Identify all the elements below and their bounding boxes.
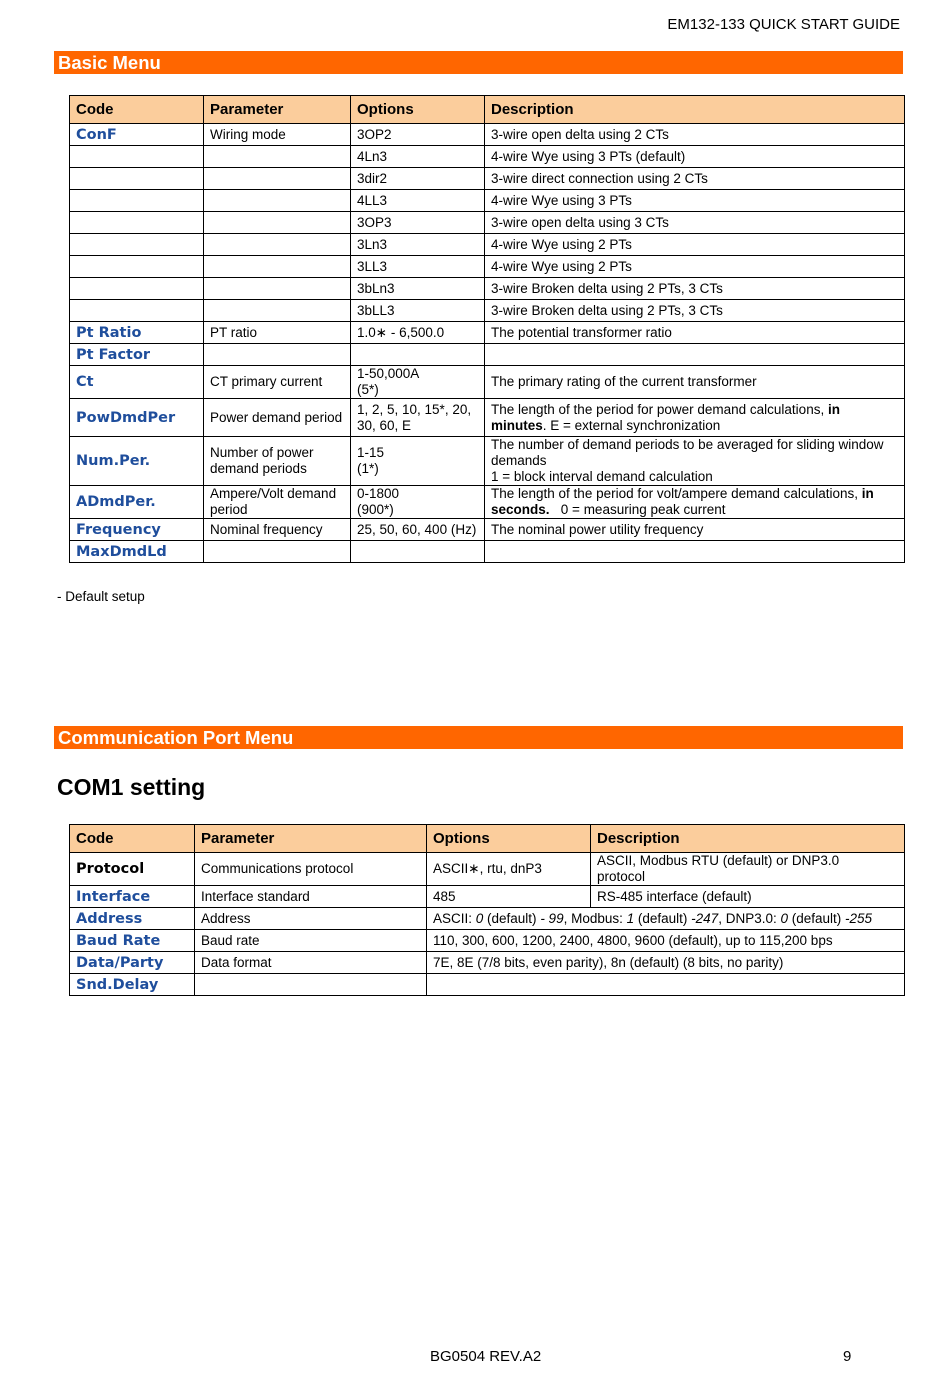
options-cell: [351, 437, 485, 486]
description-text: 0 = measuring peak current: [560, 502, 726, 517]
table-row: [70, 541, 905, 563]
options-cell: 4LL3: [351, 190, 485, 212]
parameter-cell: Data format: [195, 952, 427, 974]
options-cell: 3OP3: [351, 212, 485, 234]
parameter-cell: [204, 168, 351, 190]
options-text: 0: [475, 910, 484, 926]
parameter-cell: Communications protocol: [195, 853, 427, 886]
table-row: [70, 853, 905, 886]
options-cell: 7E, 8E (7/8 bits, even parity), 8n (default) (8 bits, no parity): [427, 952, 905, 974]
table-row: [70, 124, 905, 146]
description-text: The length of the period for power demand calculations,: [491, 401, 828, 417]
parameter-line: Number of power: [210, 445, 314, 460]
options-cell: [351, 541, 485, 563]
options-cell: 4Ln3: [351, 146, 485, 168]
table-row: [70, 486, 905, 519]
table-row: [70, 886, 905, 908]
options-cell: [351, 486, 485, 519]
column-header-description: Description: [591, 825, 905, 853]
parameter-cell: [204, 190, 351, 212]
parameter-cell: [204, 437, 351, 486]
code-cell: [70, 256, 204, 278]
parameter-cell: CT primary current: [204, 366, 351, 399]
code-cell: [70, 278, 204, 300]
description-cell: 3-wire Broken delta using 2 PTs, 3 CTs: [485, 278, 905, 300]
description-text: . E = external synchronization: [542, 417, 721, 433]
code-cell: Baud Rate: [70, 930, 195, 952]
code-cell: [70, 190, 204, 212]
options-text: (default): [787, 910, 846, 926]
parameter-cell: Interface standard: [195, 886, 427, 908]
options-line: 30, 60, E: [357, 417, 412, 433]
table-row: [70, 519, 905, 541]
options-text: -255: [845, 910, 873, 926]
column-header-code: Code: [70, 825, 195, 853]
table-row: [70, 168, 905, 190]
description-line: The number of demand periods to be averaged for sliding window: [491, 437, 884, 452]
column-header-code: Code: [70, 96, 204, 124]
parameter-cell: Power demand period: [204, 399, 351, 437]
code-cell: Address: [70, 908, 195, 930]
description-cell: 3-wire direct connection using 2 CTs: [485, 168, 905, 190]
description-cell: The primary rating of the current transformer: [485, 366, 905, 399]
code-cell: Interface: [70, 886, 195, 908]
description-cell: 4-wire Wye using 2 PTs: [485, 256, 905, 278]
options-text: (default): [634, 910, 692, 926]
options-cell: 1.0∗ - 6,500.0: [351, 322, 485, 344]
column-header-parameter: Parameter: [195, 825, 427, 853]
column-header-parameter: Parameter: [204, 96, 351, 124]
options-line: (1*): [357, 461, 379, 476]
options-cell: 3bLn3: [351, 278, 485, 300]
table-row: [70, 278, 905, 300]
code-cell: PowDmdPer: [70, 399, 204, 437]
description-text: The length of the period for volt/ampere demand calculations,: [491, 486, 862, 501]
parameter-cell: [195, 974, 427, 996]
code-cell: ConF: [70, 124, 204, 146]
footer-page-number: 9: [843, 1348, 852, 1365]
footer-document-id: BG0504 REV.A2: [430, 1348, 542, 1365]
table-row: [70, 344, 905, 366]
description-line: ASCII, Modbus RTU (default) or DNP3.0: [597, 853, 840, 868]
description-line: 1 = block interval demand calculation: [491, 469, 713, 484]
code-cell: [70, 212, 204, 234]
com1-settings-table: [69, 824, 905, 996]
options-text: 0: [780, 910, 788, 926]
table-row: [70, 930, 905, 952]
parameter-cell: [204, 212, 351, 234]
code-cell: [70, 168, 204, 190]
options-text: , DNP3.0:: [718, 910, 781, 926]
code-cell: Frequency: [70, 519, 204, 541]
default-setup-note: - Default setup: [57, 589, 145, 604]
options-line: 1-50,000A: [357, 366, 420, 381]
options-cell: [427, 908, 905, 930]
code-cell: Pt Factor: [70, 344, 204, 366]
parameter-cell: [204, 146, 351, 168]
options-cell: [351, 366, 485, 399]
description-emphasis: in seconds.: [491, 486, 874, 517]
code-cell: Pt Ratio: [70, 322, 204, 344]
column-header-options: Options: [351, 96, 485, 124]
table-row: [70, 234, 905, 256]
column-header-options: Options: [427, 825, 591, 853]
description-cell: The potential transformer ratio: [485, 322, 905, 344]
options-cell: 485: [427, 886, 591, 908]
table-row: [70, 212, 905, 234]
options-cell: 3bLL3: [351, 300, 485, 322]
parameter-cell: [204, 278, 351, 300]
table-row: [70, 300, 905, 322]
document-header-title: EM132-133 QUICK START GUIDE: [667, 16, 900, 33]
table-row: [70, 256, 905, 278]
com1-setting-heading: COM1 setting: [57, 774, 206, 800]
description-cell: [485, 344, 905, 366]
code-cell: Data/Party: [70, 952, 195, 974]
table-row: [70, 322, 905, 344]
options-text: 1: [626, 910, 635, 926]
options-cell: 3dir2: [351, 168, 485, 190]
description-cell: The nominal power utility frequency: [485, 519, 905, 541]
description-cell: RS-485 interface (default): [591, 886, 905, 908]
description-emphasis: in minutes: [491, 401, 840, 433]
code-cell: Protocol: [70, 853, 195, 886]
parameter-cell: [204, 541, 351, 563]
options-text: -247: [691, 910, 719, 926]
options-cell: 3OP2: [351, 124, 485, 146]
parameter-cell: [204, 344, 351, 366]
code-cell: Ct: [70, 366, 204, 399]
parameter-cell: [204, 486, 351, 519]
description-cell: [485, 437, 905, 486]
options-text: ASCII:: [433, 910, 476, 926]
description-line: protocol: [597, 869, 646, 884]
options-cell: [427, 974, 905, 996]
table-header-row: [70, 825, 905, 853]
parameter-line: demand periods: [210, 461, 307, 476]
table-row: [70, 399, 905, 437]
options-line: (5*): [357, 382, 379, 397]
options-cell: 110, 300, 600, 1200, 2400, 4800, 9600 (default), up to 115,200 bps: [427, 930, 905, 952]
parameter-cell: [204, 300, 351, 322]
description-cell: 4-wire Wye using 3 PTs (default): [485, 146, 905, 168]
description-cell: 4-wire Wye using 2 PTs: [485, 234, 905, 256]
description-cell: 4-wire Wye using 3 PTs: [485, 190, 905, 212]
comm-menu-section-bar: Communication Port Menu: [54, 726, 903, 749]
options-cell: [351, 399, 485, 437]
description-cell: 3-wire open delta using 3 CTs: [485, 212, 905, 234]
parameter-cell: PT ratio: [204, 322, 351, 344]
table-row: [70, 437, 905, 486]
options-line: (900*): [357, 502, 394, 517]
code-cell: Num.Per.: [70, 437, 204, 486]
options-text: , Modbus:: [563, 910, 627, 926]
table-row: [70, 190, 905, 212]
parameter-cell: [204, 234, 351, 256]
table-row: [70, 952, 905, 974]
table-row: [70, 146, 905, 168]
description-cell: 3-wire open delta using 2 CTs: [485, 124, 905, 146]
parameter-line: period: [210, 502, 248, 517]
code-cell: ADmdPer.: [70, 486, 204, 519]
table-row: [70, 974, 905, 996]
description-cell: 3-wire Broken delta using 2 PTs, 3 CTs: [485, 300, 905, 322]
code-cell: [70, 234, 204, 256]
parameter-line: Ampere/Volt demand: [210, 486, 337, 501]
options-text: (default): [483, 910, 541, 926]
options-cell: 3Ln3: [351, 234, 485, 256]
options-line: 1-15: [357, 445, 385, 460]
description-cell: [485, 486, 905, 519]
code-cell: [70, 300, 204, 322]
code-cell: [70, 146, 204, 168]
description-cell: [591, 853, 905, 886]
options-cell: [351, 344, 485, 366]
table-row: [70, 908, 905, 930]
description-line: demands: [491, 453, 547, 468]
options-text: - 99: [540, 910, 564, 926]
basic-menu-section-bar: Basic Menu: [54, 51, 903, 74]
parameter-cell: Nominal frequency: [204, 519, 351, 541]
table-row: [70, 366, 905, 399]
parameter-cell: Address: [195, 908, 427, 930]
options-line: 0-1800: [357, 486, 400, 501]
description-cell: [485, 541, 905, 563]
options-line: 1, 2, 5, 10, 15*, 20,: [357, 401, 472, 417]
table-header-row: [70, 96, 905, 124]
code-cell: MaxDmdLd: [70, 541, 204, 563]
parameter-cell: Baud rate: [195, 930, 427, 952]
parameter-cell: [204, 256, 351, 278]
options-cell: ASCII∗, rtu, dnP3: [427, 853, 591, 886]
parameter-cell: Wiring mode: [204, 124, 351, 146]
column-header-description: Description: [485, 96, 905, 124]
description-cell: [485, 399, 905, 437]
options-cell: 3LL3: [351, 256, 485, 278]
options-cell: 25, 50, 60, 400 (Hz): [351, 519, 485, 541]
code-cell: Snd.Delay: [70, 974, 195, 996]
basic-menu-table: [69, 95, 905, 563]
